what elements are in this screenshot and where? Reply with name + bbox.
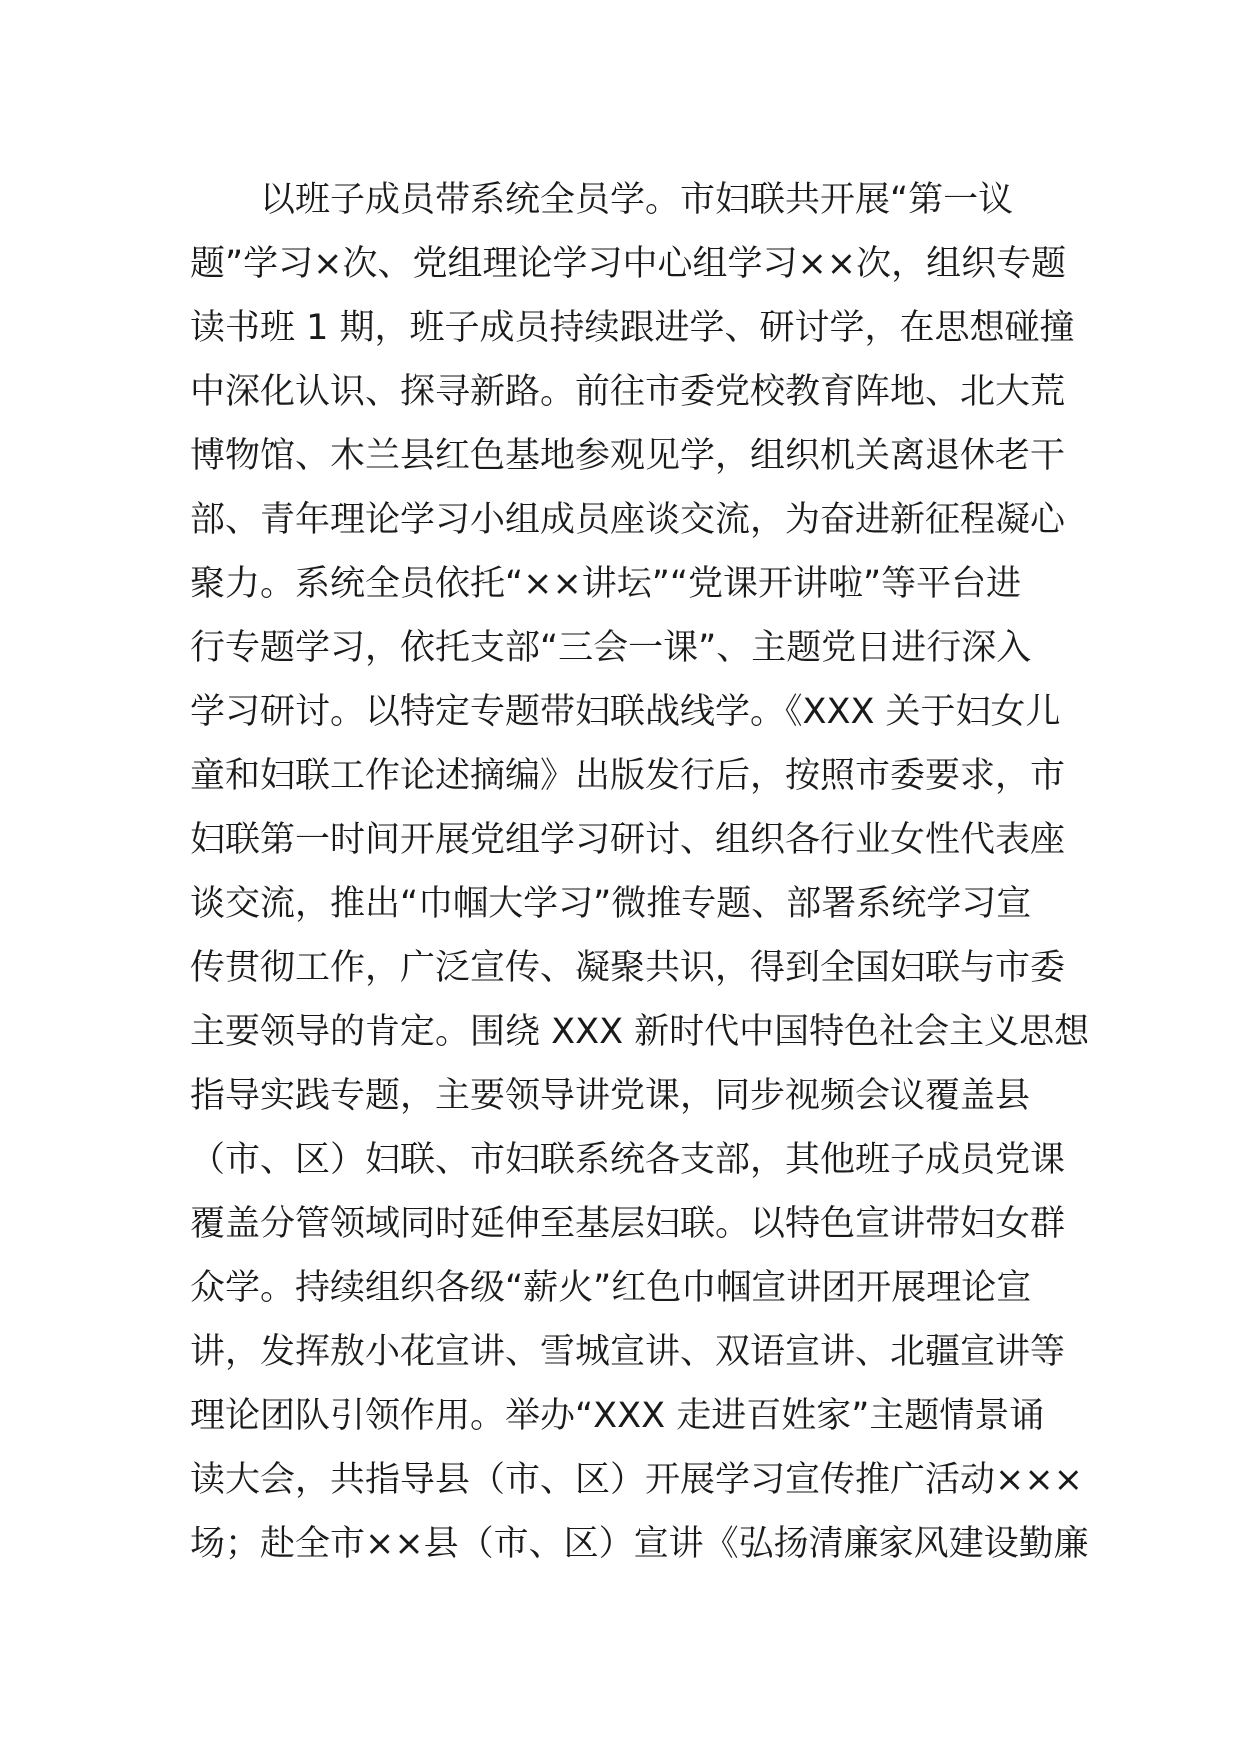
text-line: 讲，发挥敖小花宣讲、雪城宣讲、双语宣讲、北疆宣讲等 (190, 1332, 1066, 1372)
text-line: 博物馆、木兰县红色基地参观见学，组织机关离退休老干 (190, 436, 1066, 476)
text-line: 传贯彻工作，广泛宣传、凝聚共识，得到全国妇联与市委 (190, 948, 1066, 988)
text-line: 以班子成员带系统全员学。市妇联共开展“第一议 (260, 180, 1014, 220)
text-line: 指导实践专题，主要领导讲党课，同步视频会议覆盖县 (190, 1076, 1031, 1116)
text-line: 场；赴全市××县（市、区）宣讲《弘扬清廉家风建设勤廉 (190, 1524, 1089, 1564)
text-line: 读书班 1 期，班子成员持续跟进学、研讨学，在思想碰撞 (190, 308, 1075, 348)
text-line: 妇联第一时间开展党组学习研讨、组织各行业女性代表座 (190, 820, 1066, 860)
text-line: 童和妇联工作论述摘编》出版发行后，按照市委要求，市 (190, 756, 1066, 796)
text-line: 谈交流，推出“巾帼大学习”微推专题、部署系统学习宣 (190, 884, 1032, 924)
text-line: 中深化认识、探寻新路。前往市委党校教育阵地、北大荒 (190, 372, 1066, 412)
text-line: 主要领导的肯定。围绕 XXX 新时代中国特色社会主义思想 (190, 1012, 1090, 1052)
text-line: 众学。持续组织各级“薪火”红色巾帼宣讲团开展理论宣 (190, 1268, 1032, 1308)
text-line: 读大会，共指导县（市、区）开展学习宣传推广活动××× (190, 1460, 1083, 1500)
text-line: （市、区）妇联、市妇联系统各支部，其他班子成员党课 (190, 1140, 1066, 1180)
body-paragraph (190, 168, 1090, 1576)
text-line: 行专题学习，依托支部“三会一课”、主题党日进行深入 (190, 628, 1032, 668)
text-line: 题”学习×次、党组理论学习中心组学习××次，组织专题 (190, 244, 1067, 284)
text-line: 覆盖分管领域同时延伸至基层妇联。以特色宣讲带妇女群 (190, 1204, 1066, 1244)
text-line: 部、青年理论学习小组成员座谈交流，为奋进新征程凝心 (190, 500, 1066, 540)
text-line: 理论团队引领作用。举办“XXX 走进百姓家”主题情景诵 (190, 1396, 1045, 1436)
text-line: 学习研讨。以特定专题带妇联战线学。《XXX 关于妇女儿 (190, 692, 1061, 732)
text-line: 聚力。系统全员依托“××讲坛”“党课开讲啦”等平台进 (190, 564, 1022, 604)
